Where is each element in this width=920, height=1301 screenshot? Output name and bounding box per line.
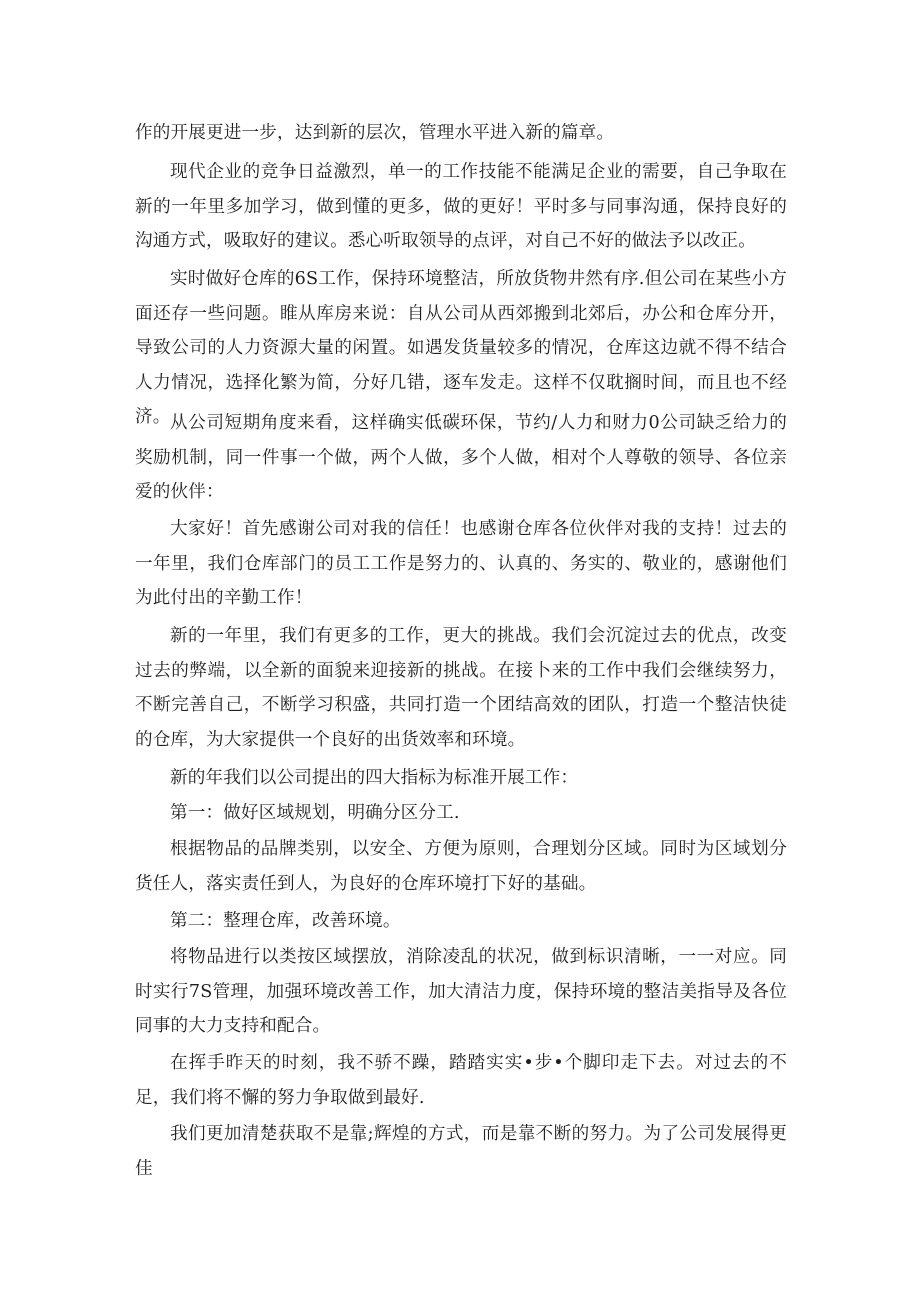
paragraph-3: 实时做好仓库的6S工作，保持环境整洁，所放货物井然有序.但公司在某些小方面还存一些问题。睢从库房来说：自从公司从西郊搬到北郊后，办公和仓库分开，导致公司的人力资源大量的闲置。如遇发货量较多的情况，仓库这边就不得不结合人力情况，选择化繁为简，分好几错，逐车发走。这样不仅耽搁时间，而且也不经济。 [135,269,787,428]
paragraph-12: 在挥手昨天的时刻，我不骄不躁，踏踏实实•步•个脚印走下去。对过去的不足，我们将不懈的努力争取做到最好. [135,1053,787,1108]
paragraph-11: 将物品进行以类按区域摆放，消除凌乱的状况，做到标识清晰，一一对应。同时实行7S管理，加强环境改善工作，加大清洁力度，保持环境的整洁美指导及各位同事的大力支持和配合。 [135,947,787,1037]
paragraph-5: 大家好！首先感谢公司对我的信任！也感谢仓库各位伙伴对我的支持！过去的一年里，我们仓库部门的员工工作是努力的、认真的、务实的、敬业的，感谢他们为此付出的辛勤工作！ [135,519,787,609]
paragraph-4: 从公司短期角度来看，这样确实低碳环保，节约/人力和财力0公司缺乏给力的奖励机制，同一件事一个做，两个人做，多个人做，相对个人尊敬的领导、各位亲爱的伙伴： [135,413,787,503]
paragraph-10: 第二：整理仓库，改善环境。 [170,911,401,931]
paragraph-6: 新的一年里，我们有更多的工作，更大的挑战。我们会沉淀过去的优点，改变过去的弊端，以全新的面貌来迎接新的挑战。在接卜来的工作中我们会继续努力，不断完善自己，不断学习积盛，共同打造一个团结高效的团队，打造一个整洁快徒的仓库，为大家提供一个良好的出货效率和环境。 [135,626,787,750]
paragraph-13: 我们更加清楚获取不是靠;辉煌的方式，而是靠不断的努力。为了公司发展得更佳 [135,1124,787,1179]
paragraph-2: 现代企业的竞争日益激烈，单一的工作技能不能满足企业的需要，自己争取在新的一年里多加学习，做到懂的更多，做的更好！平时多与同事沟通，保持良好的沟通方式，吸取好的建议。悉心听取领导的点评，对自己不好的做法予以改正。 [135,162,787,252]
paragraph-1: 作的开展更进一步，达到新的层次，管理水平进入新的篇章。 [135,123,615,143]
paragraph-9: 根据物品的品牌类别，以安全、方便为原则，合理划分区域。同时为区域划分货任人，落实责任到人，为良好的仓库环境打下好的基础。 [135,839,787,894]
paragraph-7: 新的年我们以公司提出的四大指标为标准开展工作： [170,768,579,788]
paragraph-8: 第一：做好区域规划，明确分区分工. [170,803,460,823]
